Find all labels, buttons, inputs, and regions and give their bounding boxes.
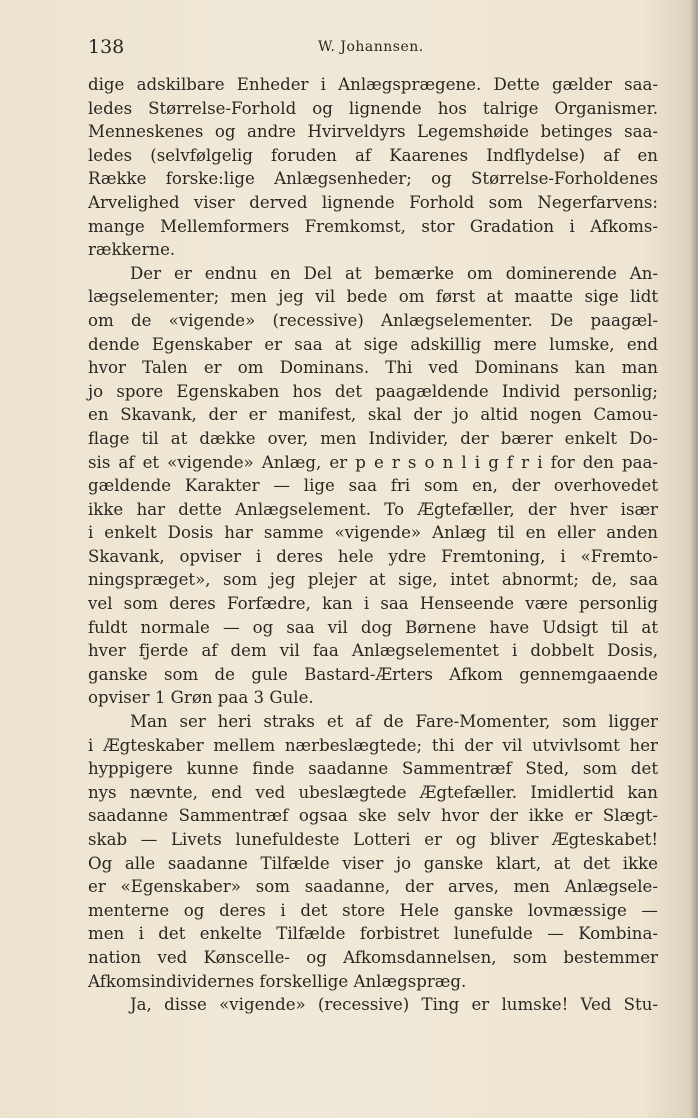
text-line: jo spore Egenskaben hos det paagældende Individ personlig; <box>88 381 658 401</box>
text-line: lægselementer; men jeg vil bede om først at maatte sige lidt <box>88 287 658 307</box>
text-line: Og alle saadanne Tilfælde viser jo ganske klart, at det ikke <box>88 853 658 873</box>
text-line: ledes (selvfølgelig foruden af Kaarenes Indflydelse) af en <box>88 145 658 165</box>
paragraph-start-line: Ja, disse «vigende» (recessive) Ting er lumske! Ved Stu- <box>130 995 658 1015</box>
text-line: Række forske:lige Anlægsenheder; og Størrelse-Forholdenes <box>88 169 658 189</box>
text-line: i Ægteskaber mellem nærbeslægtede; thi der vil utvivlsomt her <box>88 735 658 755</box>
text-line: menterne og deres i det store Hele ganske lovmæssige — <box>88 900 658 920</box>
text-line: rækkerne. <box>88 240 176 260</box>
text-line: flage til at dække over, men Individer, der bærer enkelt Do- <box>88 428 658 448</box>
text-line: Menneskenes og andre Hvirveldyrs Legemshøide betinges saa- <box>88 122 658 142</box>
text-line: men i det enkelte Tilfælde forbistret lunefulde — Kombina- <box>88 924 658 944</box>
text-line: vel som deres Forfædre, kan i saa Henseende være personlig <box>88 594 658 614</box>
text-line: Skavank, opviser i deres hele ydre Fremtoning, i «Fremto- <box>88 546 658 566</box>
text-line: sis af et «vigende» Anlæg, er p e r s o n l i g f r i for den paa- <box>88 452 658 472</box>
body-text <box>88 73 658 1017</box>
paragraph-start-line: Der er endnu en Del at bemærke om dominerende An- <box>130 263 658 283</box>
text-line: skab — Livets lunefuldeste Lotteri er og bliver Ægteskabet! <box>88 830 658 849</box>
text-line: er «Egenskaber» som saadanne, der arves, men Anlægsele- <box>88 877 658 897</box>
text-line: opviser 1 Grøn paa 3 Gule. <box>88 688 314 708</box>
text-line: fuldt normale — og saa vil dog Børnene have Udsigt til at <box>88 617 658 637</box>
text-line: mange Mellemformers Fremkomst, stor Gradation i Afkoms- <box>88 216 658 236</box>
text-line: saadanne Sammentræf ogsaa ske selv hvor der ikke er Slægt- <box>88 806 658 826</box>
text-line: ledes Størrelse-Forhold og lignende hos talrige Organismer. <box>88 98 658 118</box>
text-line: Arvelighed viser derved lignende Forhold som Negerfarvens: <box>88 192 658 212</box>
text-line: Afkomsindividernes forskellige Anlægspræg. <box>88 971 467 991</box>
text-line: nys nævnte, end ved ubeslægtede Ægtefæller. Imidlertid kan <box>88 782 658 802</box>
text-line: hyppigere kunne finde saadanne Sammentræf Sted, som det <box>88 759 658 779</box>
text-line: hver fjerde af dem vil faa Anlægselementet i dobbelt Dosis, <box>88 641 658 661</box>
text-line: ganske som de gule Bastard-Ærters Afkom gennemgaaende <box>88 664 658 684</box>
text-line: nation ved Kønscelle- og Afkomsdannelsen, som bestemmer <box>88 947 658 967</box>
text-line: en Skavank, der er manifest, skal der jo altid nogen Camou- <box>88 405 658 425</box>
page-edge-shadow <box>690 0 698 1118</box>
text-line: dende Egenskaber er saa at sige adskillig mere lumske, end <box>88 334 658 354</box>
text-line: ikke har dette Anlægselement. To Ægtefæller, der hver især <box>88 499 658 519</box>
text-line: hvor Talen er om Dominans. Thi ved Dominans kan man <box>88 358 658 378</box>
running-head: W. Johannsen. <box>318 39 424 55</box>
page-header <box>88 36 656 62</box>
page-number: 138 <box>88 36 125 58</box>
text-line: i enkelt Dosis har samme «vigende» Anlæg til en eller anden <box>88 523 658 543</box>
text-line: om de «vigende» (recessive) Anlægselementer. De paagæl- <box>88 310 658 330</box>
text-line: dige adskilbare Enheder i Anlægsprægene. Dette gælder saa- <box>88 75 658 94</box>
text-line: gældende Karakter — lige saa fri som en, der overhovedet <box>88 476 658 496</box>
paragraph-start-line: Man ser heri straks et af de Fare-Momenter, som ligger <box>130 712 658 732</box>
text-line: ningspræget», som jeg plejer at sige, intet abnormt; de, saa <box>88 570 658 590</box>
